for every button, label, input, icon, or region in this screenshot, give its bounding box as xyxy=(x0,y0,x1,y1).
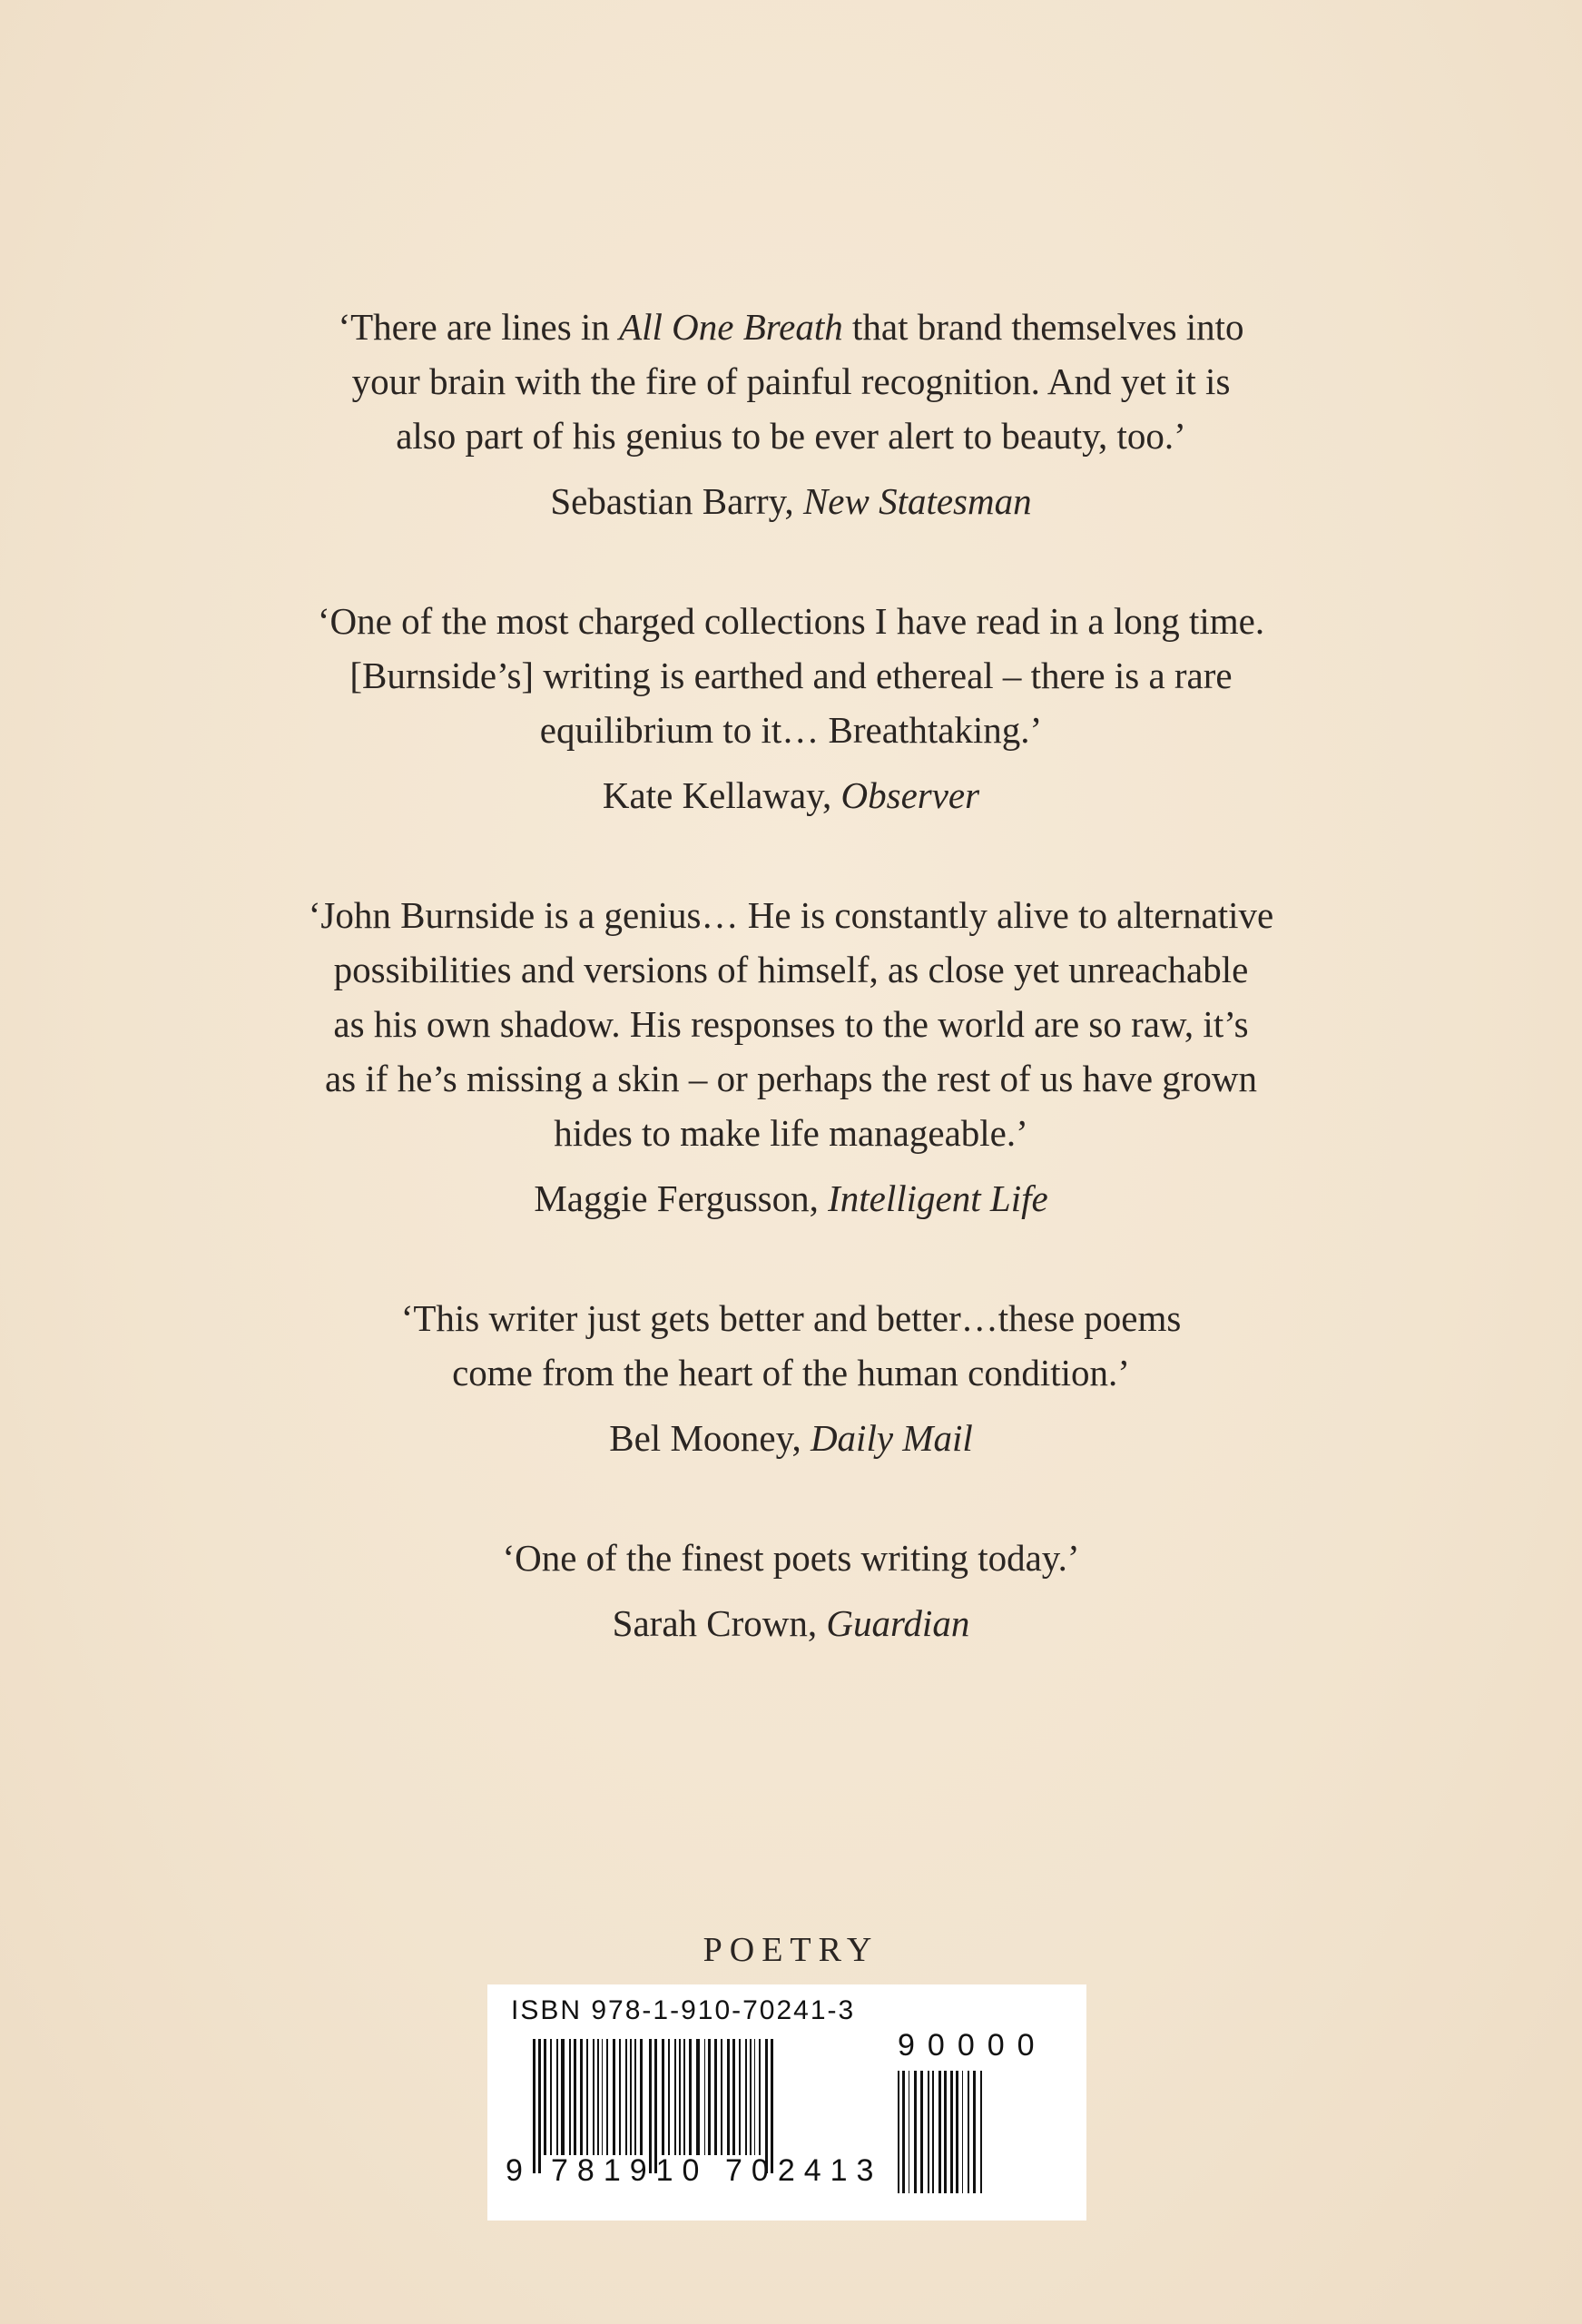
barcode-bar xyxy=(674,2039,676,2155)
quote-line: hides to make life manageable.’ xyxy=(554,1112,1028,1154)
barcode-bar xyxy=(556,2039,558,2155)
barcode-bar xyxy=(708,2039,711,2155)
review-author: Kate Kellaway, xyxy=(602,774,841,816)
review-1 xyxy=(182,300,1400,528)
barcode-guard xyxy=(538,2039,541,2173)
addon-bar xyxy=(950,2071,953,2193)
barcode-bar xyxy=(634,2039,636,2155)
isbn-number: ISBN 978-1-910-70241-3 xyxy=(511,1995,856,2025)
review-5 xyxy=(182,1531,1400,1650)
review-author: Bel Mooney, xyxy=(609,1417,811,1459)
addon-bar xyxy=(898,2071,899,2193)
quote-line: ‘John Burnside is a genius… He is constantly alive to alternative xyxy=(308,894,1274,936)
barcode-guard xyxy=(533,2039,536,2173)
review-2 xyxy=(182,594,1400,822)
review-3-quote xyxy=(182,888,1400,1160)
quote-line: as if he’s missing a skin – or perhaps the rest of us have grown xyxy=(324,1058,1258,1099)
quote-line: as his own shadow. His responses to the world are so raw, it’s xyxy=(333,1003,1249,1045)
review-author: Sarah Crown, xyxy=(612,1602,827,1644)
addon-bar xyxy=(980,2071,982,2193)
review-4-attribution xyxy=(182,1411,1400,1465)
addon-digits: 90000 xyxy=(898,2028,1047,2063)
quote-line: also part of his genius to be ever alert to beauty, too.’ xyxy=(396,415,1186,457)
ean-first-digit: 9 xyxy=(506,2153,525,2188)
quote-line: come from the heart of the human condition.’ xyxy=(452,1352,1130,1393)
barcode-bar xyxy=(625,2039,627,2155)
barcode-bar xyxy=(704,2039,705,2155)
review-4 xyxy=(182,1291,1400,1465)
barcode-bar xyxy=(732,2039,735,2155)
barcode-bar xyxy=(662,2039,664,2155)
barcode-bar xyxy=(727,2039,730,2155)
quote-line: ‘This writer just gets better and better…these poems xyxy=(400,1297,1182,1339)
review-2-attribution xyxy=(182,768,1400,822)
addon-bar xyxy=(902,2071,905,2193)
quote-line: possibilities and versions of himself, as close yet unreachable xyxy=(333,949,1249,990)
addon-bar xyxy=(962,2071,963,2193)
addon-bar xyxy=(928,2071,929,2193)
review-author: Maggie Fergusson, xyxy=(534,1177,829,1219)
barcode-bar xyxy=(668,2039,670,2155)
barcode-bar xyxy=(721,2039,722,2155)
barcode-bar xyxy=(683,2039,685,2155)
barcode-bar xyxy=(745,2039,747,2155)
quote-line: equilibrium to it… Breathtaking.’ xyxy=(539,709,1043,751)
addon-bar xyxy=(968,2071,969,2193)
barcode-bar xyxy=(597,2039,599,2155)
quote-line: ‘One of the finest poets writing today.’ xyxy=(502,1537,1080,1579)
addon-bar xyxy=(944,2071,947,2193)
addon-bar xyxy=(932,2071,934,2193)
barcode-bar xyxy=(574,2039,576,2155)
quote-line: ‘There are lines in All One Breath that brand themselves into xyxy=(338,306,1244,348)
barcode-bar xyxy=(630,2039,632,2155)
barcode-bar xyxy=(561,2039,565,2155)
barcode-bar xyxy=(714,2039,717,2155)
review-1-attribution xyxy=(182,474,1400,528)
barcode-bar xyxy=(640,2039,643,2155)
barcode-bar xyxy=(613,2039,615,2155)
review-4-quote xyxy=(182,1291,1400,1400)
quote-line: ‘One of the most charged collections I have read in a long time. xyxy=(317,600,1265,642)
category-label: POETRY xyxy=(703,1931,879,1969)
barcode-bar xyxy=(696,2039,700,2155)
review-author: Sebastian Barry, xyxy=(550,480,803,522)
addon-bar xyxy=(973,2071,976,2193)
isbn-barcode xyxy=(487,1984,1086,2221)
barcode-bar xyxy=(602,2039,603,2155)
review-1-quote xyxy=(182,300,1400,463)
review-publication: Intelligent Life xyxy=(828,1177,1048,1219)
reviews-section xyxy=(182,300,1400,1650)
ean-left-digits: 781910 xyxy=(551,2153,709,2188)
addon-bar xyxy=(938,2071,941,2193)
review-publication: Daily Mail xyxy=(810,1417,973,1459)
quote-line: your brain with the fire of painful recognition. And yet it is xyxy=(351,360,1231,402)
addon-bar xyxy=(920,2071,923,2193)
ean-right-digits: 702413 xyxy=(725,2153,883,2188)
barcode-bar xyxy=(754,2039,755,2155)
review-3-attribution xyxy=(182,1171,1400,1226)
barcode-bar xyxy=(739,2039,741,2155)
barcode-bar xyxy=(759,2039,761,2155)
barcode-bar xyxy=(593,2039,594,2155)
barcode-bar xyxy=(586,2039,588,2155)
addon-bar xyxy=(914,2071,917,2193)
barcode-bar xyxy=(550,2039,552,2155)
barcode-bar xyxy=(679,2039,681,2155)
review-2-quote xyxy=(182,594,1400,757)
review-3 xyxy=(182,888,1400,1226)
barcode-bar xyxy=(580,2039,583,2155)
review-publication: Guardian xyxy=(826,1602,970,1644)
addon-bar xyxy=(956,2071,958,2193)
barcode-bar xyxy=(569,2039,571,2155)
review-publication: New Statesman xyxy=(802,480,1032,522)
review-publication: Observer xyxy=(840,774,980,816)
review-5-attribution xyxy=(182,1596,1400,1650)
barcode-bar xyxy=(619,2039,621,2155)
barcode-bar xyxy=(750,2039,752,2155)
barcode-bar xyxy=(606,2039,608,2155)
review-5-quote xyxy=(182,1531,1400,1585)
barcode-bar xyxy=(689,2039,692,2155)
barcode-bar xyxy=(544,2039,546,2155)
quote-line: [Burnside’s] writing is earthed and ethereal – there is a rare xyxy=(349,655,1233,696)
